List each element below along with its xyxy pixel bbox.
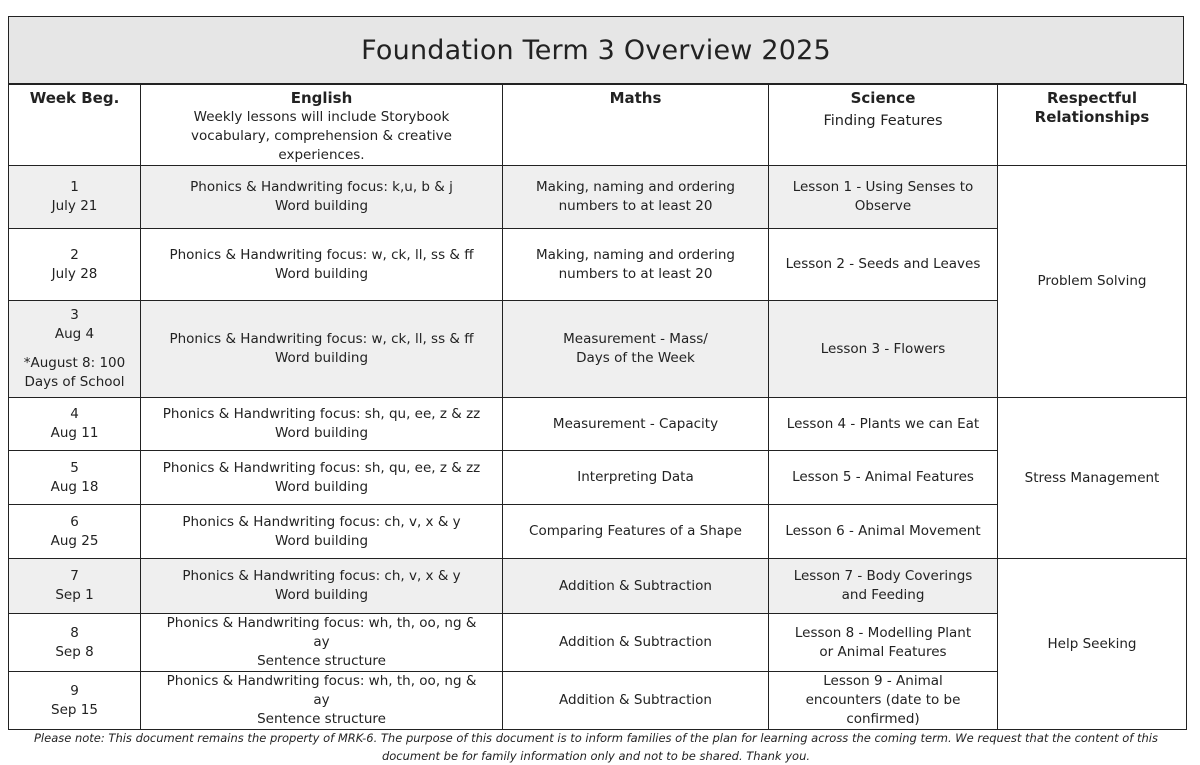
maths-cell: Measurement - Capacity bbox=[503, 398, 769, 451]
table-row bbox=[9, 398, 1187, 451]
document-title: Foundation Term 3 Overview 2025 bbox=[8, 16, 1184, 84]
maths-cell: Addition & Subtraction bbox=[503, 672, 769, 730]
week-cell: 9 Sep 15 bbox=[9, 672, 141, 730]
english-cell: Phonics & Handwriting focus: wh, th, oo, ng & ay Sentence structure bbox=[141, 672, 503, 730]
science-subtitle: Finding Features bbox=[823, 113, 943, 129]
header-english: English Weekly lessons will include Storybook vocabulary, comprehension & creative experiences. bbox=[141, 85, 503, 166]
maths-cell: Interpreting Data bbox=[503, 451, 769, 505]
overview-document bbox=[8, 16, 1184, 730]
maths-cell: Making, naming and ordering numbers to at least 20 bbox=[503, 229, 769, 301]
relationships-help-seeking: Help Seeking bbox=[998, 559, 1187, 730]
science-cell: Lesson 6 - Animal Movement bbox=[769, 505, 998, 559]
english-cell: Phonics & Handwriting focus: w, ck, ll, ss & ff Word building bbox=[141, 301, 503, 398]
science-cell: Lesson 1 - Using Senses to Observe bbox=[769, 166, 998, 229]
disclaimer-note: Please note: This document remains the property of MRK-6. The purpose of this document is to inform families of the plan for learning across the coming term. We request that the content of this document be for family information only and not to be shared. Thank you. bbox=[34, 731, 1158, 763]
english-cell: Phonics & Handwriting focus: sh, qu, ee, z & zz Word building bbox=[141, 398, 503, 451]
week-cell: 4 Aug 11 bbox=[9, 398, 141, 451]
table-row bbox=[9, 559, 1187, 614]
header-science: Science Finding Features bbox=[769, 85, 998, 166]
week-cell: 7 Sep 1 bbox=[9, 559, 141, 614]
header-relationships: Respectful Relationships bbox=[998, 85, 1187, 166]
science-cell: Lesson 2 - Seeds and Leaves bbox=[769, 229, 998, 301]
term-overview-table bbox=[8, 84, 1187, 730]
science-cell: Lesson 8 - Modelling Plant or Animal Features bbox=[769, 614, 998, 672]
english-cell: Phonics & Handwriting focus: ch, v, x & y Word building bbox=[141, 559, 503, 614]
english-cell: Phonics & Handwriting focus: ch, v, x & y Word building bbox=[141, 505, 503, 559]
table-row bbox=[9, 166, 1187, 229]
week-cell: 5 Aug 18 bbox=[9, 451, 141, 505]
week-cell: 3 Aug 4 *August 8: 100 Days of School bbox=[9, 301, 141, 398]
maths-cell: Making, naming and ordering numbers to at least 20 bbox=[503, 166, 769, 229]
maths-cell: Addition & Subtraction bbox=[503, 559, 769, 614]
maths-cell: Measurement - Mass/ Days of the Week bbox=[503, 301, 769, 398]
science-cell: Lesson 7 - Body Coverings and Feeding bbox=[769, 559, 998, 614]
week-cell: 2 July 28 bbox=[9, 229, 141, 301]
science-cell: Lesson 4 - Plants we can Eat bbox=[769, 398, 998, 451]
week-cell: 8 Sep 8 bbox=[9, 614, 141, 672]
week-note: *August 8: 100 Days of School bbox=[23, 355, 126, 390]
science-cell: Lesson 3 - Flowers bbox=[769, 301, 998, 398]
week-cell: 1 July 21 bbox=[9, 166, 141, 229]
header-maths: Maths bbox=[503, 85, 769, 166]
science-cell: Lesson 5 - Animal Features bbox=[769, 451, 998, 505]
english-cell: Phonics & Handwriting focus: wh, th, oo, ng & ay Sentence structure bbox=[141, 614, 503, 672]
english-cell: Phonics & Handwriting focus: sh, qu, ee, z & zz Word building bbox=[141, 451, 503, 505]
maths-cell: Addition & Subtraction bbox=[503, 614, 769, 672]
week-cell: 6 Aug 25 bbox=[9, 505, 141, 559]
header-row bbox=[9, 85, 1187, 166]
relationships-stress-management: Stress Management bbox=[998, 398, 1187, 559]
relationships-problem-solving: Problem Solving bbox=[998, 166, 1187, 398]
maths-cell: Comparing Features of a Shape bbox=[503, 505, 769, 559]
english-cell: Phonics & Handwriting focus: k,u, b & j Word building bbox=[141, 166, 503, 229]
english-subtitle: Weekly lessons will include Storybook vocabulary, comprehension & creative experiences. bbox=[191, 109, 452, 163]
science-cell: Lesson 9 - Animal encounters (date to be confirmed) bbox=[769, 672, 998, 730]
header-week: Week Beg. bbox=[9, 85, 141, 166]
english-cell: Phonics & Handwriting focus: w, ck, ll, ss & ff Word building bbox=[141, 229, 503, 301]
